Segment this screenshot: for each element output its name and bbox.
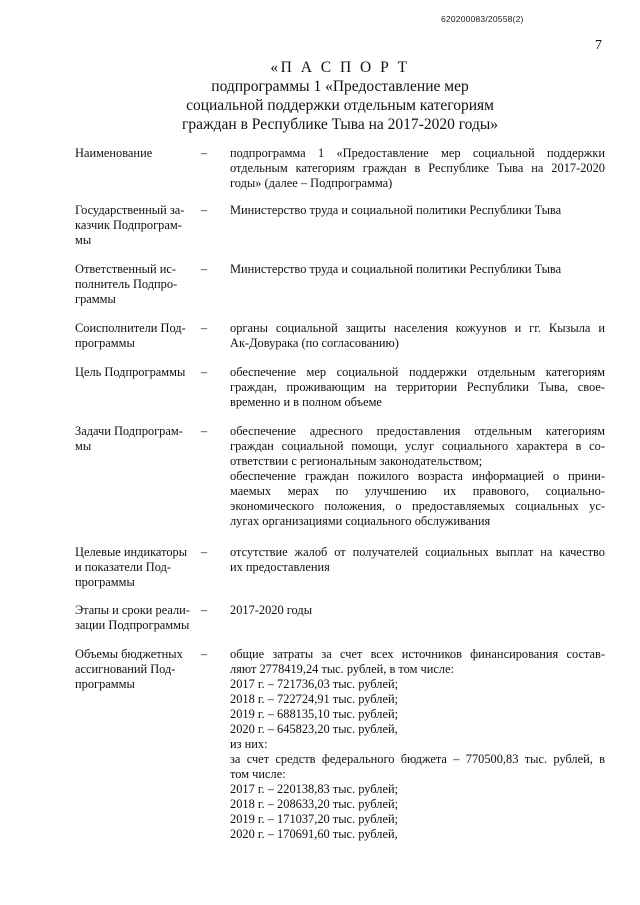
row-value-line: 2018 г. – 208633,20 тыс. рублей; — [230, 797, 399, 811]
row-dash: – — [201, 146, 208, 160]
row-label-line: зации Подпрограммы — [75, 618, 190, 632]
row-value-line: лугах организациями социального обслуживания — [230, 514, 491, 528]
row-label-line: программы — [75, 336, 135, 350]
row-label-line: Ответственный ис- — [75, 262, 176, 276]
row-label-line: Наименование — [75, 146, 153, 160]
row-dash: – — [201, 203, 208, 217]
row-label-line: мы — [75, 439, 92, 453]
row-label — [75, 262, 197, 307]
row-value-line: Министерство труда и социальной политики Республики Тыва — [230, 203, 562, 217]
row-dash: – — [201, 603, 208, 617]
row-label-line: Задачи Подпрограм- — [75, 424, 183, 438]
row-value-line: граждан, проживающим на территории Республики Тыва, свое- — [230, 380, 605, 394]
row-value-line: отдельным категориям граждан в Республике Тыва на 2017-2020 — [230, 161, 605, 175]
row-value — [230, 424, 605, 529]
row-label-line: Этапы и сроки реали- — [75, 603, 190, 617]
row-value-line: временно и в полном объеме — [230, 395, 382, 409]
row-value-line: за счет средств федерального бюджета – 770500,83 тыс. рублей, в — [230, 752, 605, 766]
row-value-line: годы» (далее – Подпрограмма) — [230, 176, 393, 190]
row-value — [230, 146, 605, 191]
row-value-line: 2017-2020 годы — [230, 603, 313, 617]
row-label-line: полнитель Подпро- — [75, 277, 178, 291]
row-label-line: Государственный за- — [75, 203, 185, 217]
row-label-line: и показатели Под- — [75, 560, 172, 574]
row-value-line: 2020 г. – 645823,20 тыс. рублей, — [230, 722, 398, 736]
row-dash: – — [201, 545, 208, 559]
row-value — [230, 262, 605, 277]
passport-title — [160, 58, 520, 134]
row-value-line: 2020 г. – 170691,60 тыс. рублей, — [230, 827, 398, 841]
title-line: граждан в Республике Тыва на 2017-2020 годы» — [181, 116, 499, 133]
row-dash: – — [201, 262, 208, 276]
row-value-line: подпрограмма 1 «Предоставление мер социальной поддержки — [230, 146, 605, 160]
row-value-line: 2019 г. – 171037,20 тыс. рублей; — [230, 812, 399, 826]
row-label-line: программы — [75, 575, 135, 589]
title-line: социальной поддержки отдельным категориям — [186, 97, 494, 114]
row-label-line: Объемы бюджетных — [75, 647, 183, 661]
row-value-line: граждан социальной помощи, услуг социального характера в со- — [230, 439, 605, 453]
row-value-line: органы социальной защиты населения кожуунов и гг. Кызыла и — [230, 321, 605, 335]
row-value — [230, 203, 605, 218]
row-dash: – — [201, 424, 208, 438]
row-label — [75, 146, 197, 161]
title-line: подпрограммы 1 «Предоставление мер — [211, 78, 469, 95]
row-label-line: Цель Подпрограммы — [75, 365, 186, 379]
row-dash: – — [201, 321, 208, 335]
row-value-line: экономического положения, о предоставляемых социальных ус- — [230, 499, 605, 513]
row-value-line: обеспечение граждан пожилого возраста информацией о прини- — [230, 469, 605, 483]
row-label-line: Целевые индикаторы — [75, 545, 188, 559]
row-value-line: ляют 2778419,24 тыс. рублей, в том числе: — [230, 662, 455, 676]
row-dash: – — [201, 365, 208, 379]
row-value — [230, 545, 605, 575]
row-label — [75, 321, 197, 351]
row-value-line: Ак-Довурака (по согласованию) — [230, 336, 399, 350]
row-label — [75, 545, 197, 590]
row-label-line: Соисполнители Под- — [75, 321, 186, 335]
row-label-line: казчик Подпрограм- — [75, 218, 182, 232]
row-value — [230, 603, 605, 618]
row-value-line: их предоставления — [230, 560, 330, 574]
row-value-line: 2019 г. – 688135,10 тыс. рублей; — [230, 707, 399, 721]
row-dash: – — [201, 647, 208, 661]
page-number: 7 — [595, 38, 602, 53]
row-label — [75, 365, 197, 380]
row-value — [230, 647, 605, 842]
row-label-line: мы — [75, 233, 92, 247]
row-value-line: том числе: — [230, 767, 286, 781]
row-value-line: Министерство труда и социальной политики Республики Тыва — [230, 262, 562, 276]
document-id: 620200083/20558(2) — [441, 14, 524, 24]
row-value-line: 2018 г. – 722724,91 тыс. рублей; — [230, 692, 399, 706]
row-value-line: 2017 г. – 220138,83 тыс. рублей; — [230, 782, 399, 796]
row-value-line: обеспечение мер социальной поддержки отдельным категориям — [230, 365, 605, 379]
title-heading: «П А С П О Р Т — [270, 59, 410, 76]
row-value-line: обеспечение адресного предоставления отдельным категориям — [230, 424, 605, 438]
row-label — [75, 424, 197, 454]
row-value-line: маемых мерах по улучшению их правового, социально- — [230, 484, 605, 498]
row-label-line: ассигнований Под- — [75, 662, 176, 676]
row-value-line: 2017 г. – 721736,03 тыс. рублей; — [230, 677, 399, 691]
row-label-line: граммы — [75, 292, 116, 306]
row-value-line: общие затраты за счет всех источников финансирования состав- — [230, 647, 605, 661]
row-value-line: ответствии с региональным законодательством; — [230, 454, 483, 468]
row-label — [75, 203, 197, 248]
row-value-line: отсутствие жалоб от получателей социальных выплат на качество — [230, 545, 605, 559]
row-value — [230, 321, 605, 351]
row-value — [230, 365, 605, 410]
row-label — [75, 647, 197, 692]
row-label — [75, 603, 197, 633]
row-value-line: из них: — [230, 737, 268, 751]
row-label-line: программы — [75, 677, 135, 691]
